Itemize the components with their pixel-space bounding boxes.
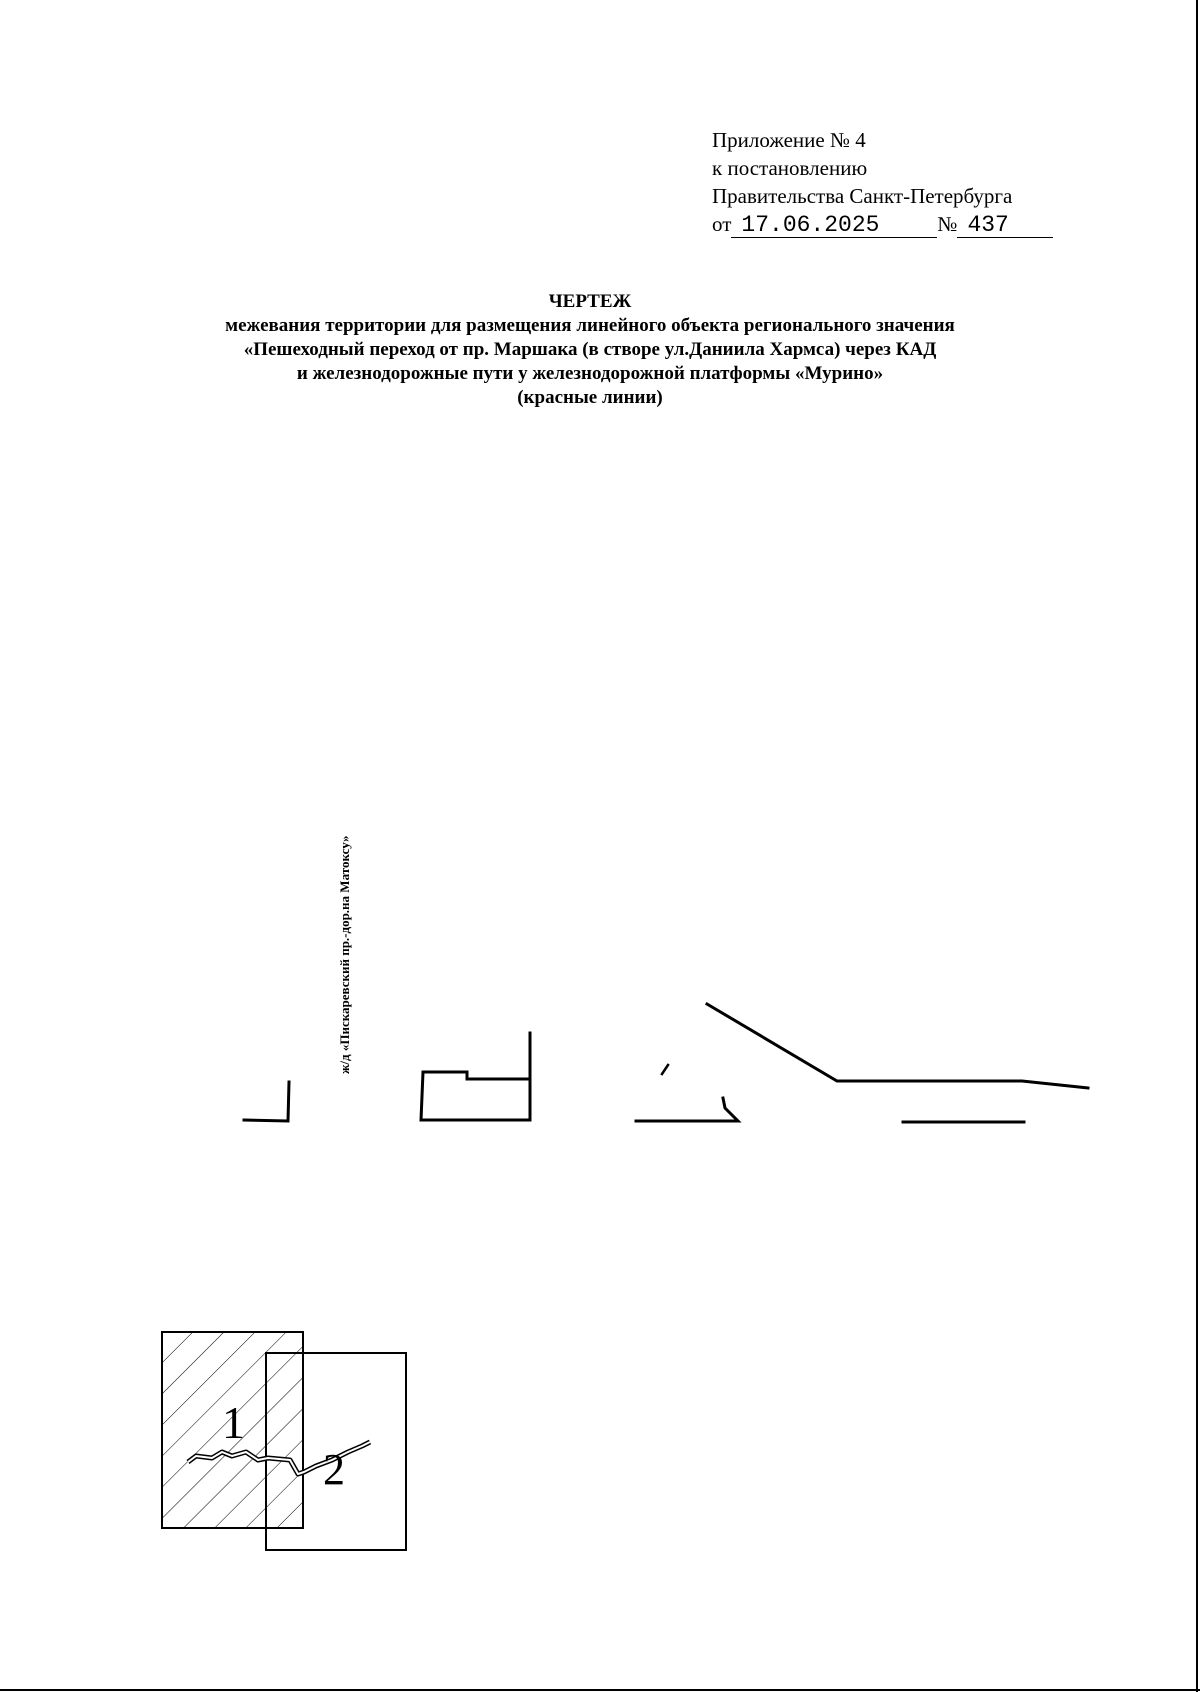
key-map [162,1332,406,1550]
sheet-2-label: 2 [323,1445,345,1494]
appendix-resolution: к постановлению [712,156,868,180]
sheet-1-label: 1 [222,1397,245,1448]
title-line-2: «Пешеходный переход от пр. Маршака (в створе ул.Даниила Хармса) через КАД [243,339,937,360]
resolution-number: 437 [957,213,1053,238]
red-line-segment [421,1033,530,1120]
appendix-title: Приложение № 4 [712,128,866,152]
title-heading: ЧЕРТЕЖ [548,291,632,312]
title-line-4: (красные линии) [517,387,663,408]
red-line-segment [662,1065,668,1074]
resolution-date: 17.06.2025 [731,213,937,238]
date-prefix: от [712,212,732,236]
red-line-segment [636,1098,738,1121]
number-prefix: № [937,212,958,236]
appendix-government: Правительства Санкт-Петербурга [712,184,1013,208]
title-line-1: межевания территории для размещения линейного объекта регионального значения [225,315,955,336]
red-line-segment [707,1004,1088,1088]
title-line-3: и железнодорожные пути у железнодорожной платформы «Мурино» [296,363,884,384]
red-line-segment [244,1082,289,1121]
railway-label: ж/д «Пискаревский пр.-дор.на Матоксу» [337,835,352,1074]
